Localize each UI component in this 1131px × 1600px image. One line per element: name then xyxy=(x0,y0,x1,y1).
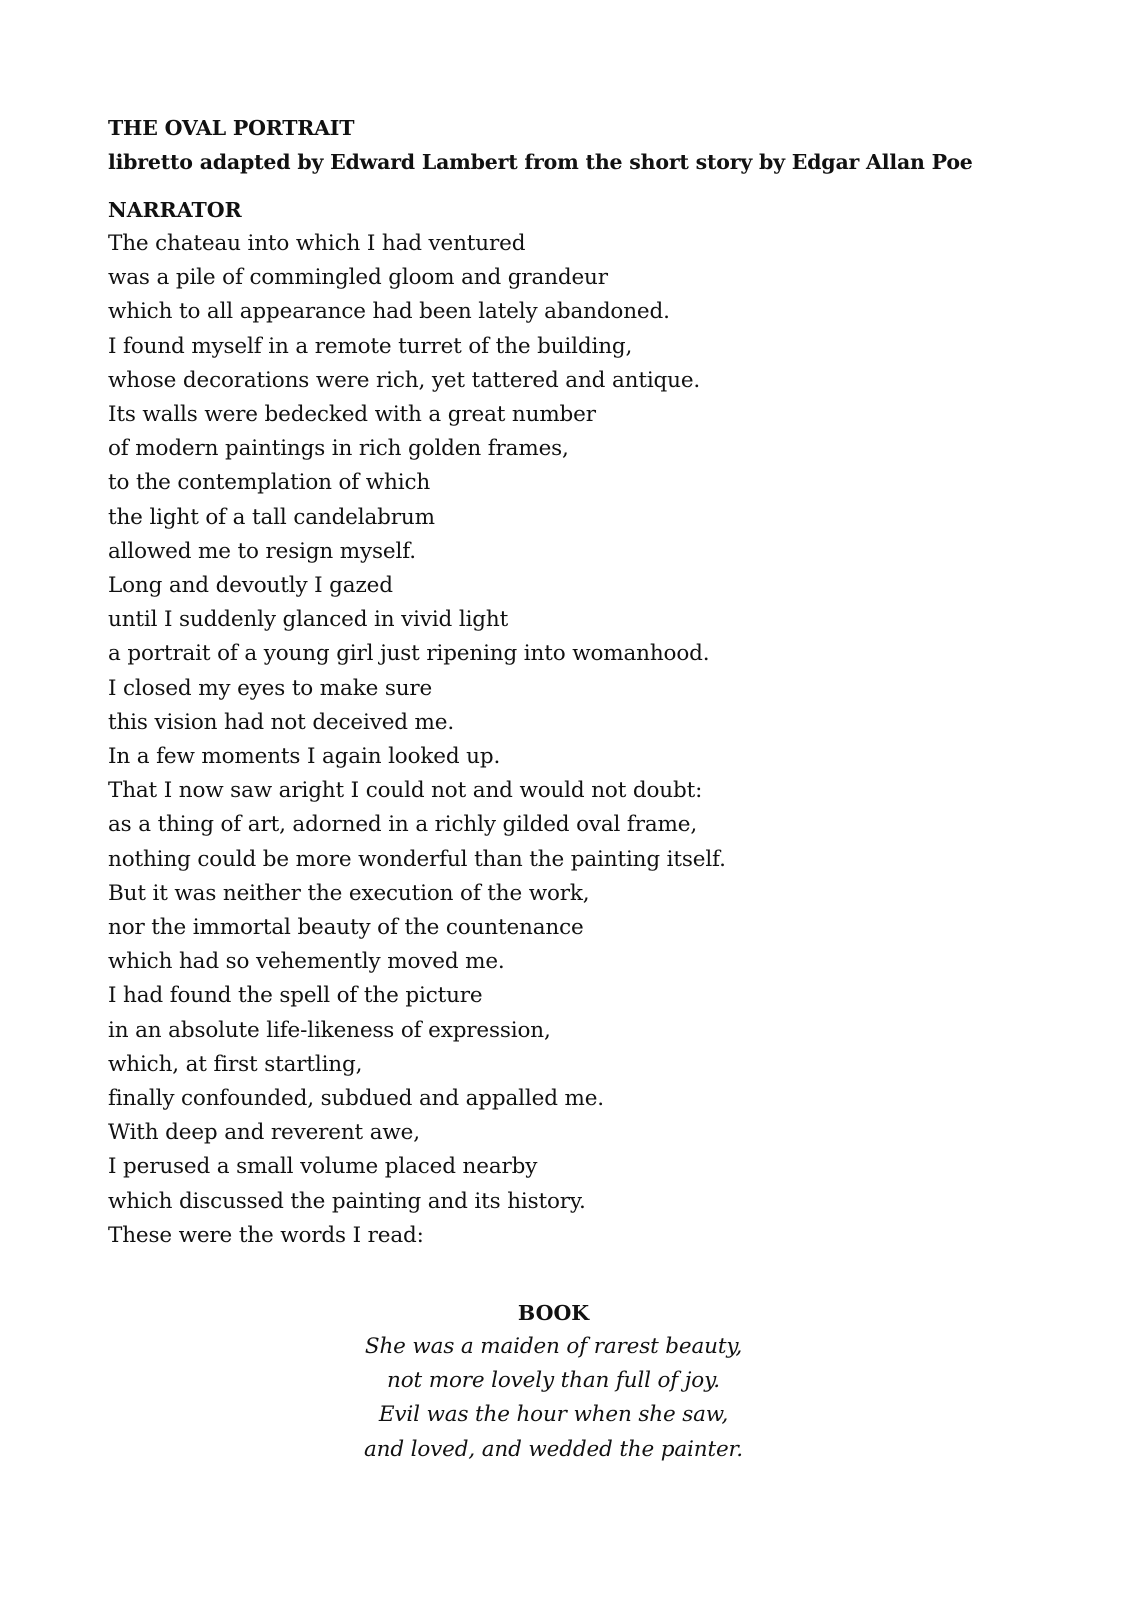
narrator-line: as a thing of art, adorned in a richly gilded oval frame, xyxy=(108,812,698,838)
narrator-line: I had found the spell of the picture xyxy=(108,983,483,1009)
narrator-line: in an absolute life-likeness of expression, xyxy=(108,1017,551,1043)
narrator-line: which to all appearance had been lately abandoned. xyxy=(108,299,670,325)
speaker-book: BOOK xyxy=(517,1301,590,1325)
document-title: THE OVAL PORTRAIT xyxy=(108,116,355,140)
narrator-line: finally confounded, subdued and appalled me. xyxy=(108,1086,604,1112)
narrator-line: But it was neither the execution of the work, xyxy=(108,880,590,906)
narrator-line: nor the immortal beauty of the countenance xyxy=(108,915,584,941)
book-verse xyxy=(0,1330,1119,1467)
narrator-line: I perused a small volume placed nearby xyxy=(108,1154,538,1180)
narrator-line: which had so vehemently moved me. xyxy=(108,949,505,975)
narrator-line: this vision had not deceived me. xyxy=(108,709,455,735)
narrator-line: These were the words I read: xyxy=(108,1222,424,1248)
narrator-line: In a few moments I again looked up. xyxy=(108,744,501,770)
narrator-line: a portrait of a young girl just ripening into womanhood. xyxy=(108,641,710,667)
document-subtitle: libretto adapted by Edward Lambert from the short story by Edgar Allan Poe xyxy=(108,150,973,174)
speaker-narrator: NARRATOR xyxy=(108,198,242,222)
narrator-line: Its walls were bedecked with a great number xyxy=(108,402,596,428)
narrator-line: allowed me to resign myself. xyxy=(108,538,416,564)
narrator-line: was a pile of commingled gloom and grandeur xyxy=(108,265,608,291)
narrator-line: I closed my eyes to make sure xyxy=(108,675,433,701)
narrator-line: which, at first startling, xyxy=(108,1051,363,1077)
narrator-line: which discussed the painting and its history. xyxy=(108,1188,586,1214)
narrator-text xyxy=(108,227,1131,1253)
narrator-line: whose decorations were rich, yet tattered and antique. xyxy=(108,367,701,393)
narrator-line: nothing could be more wonderful than the painting itself. xyxy=(108,846,726,872)
narrator-line: The chateau into which I had ventured xyxy=(108,231,526,256)
narrator-line: That I now saw aright I could not and would not doubt: xyxy=(108,778,703,804)
narrator-line: With deep and reverent awe, xyxy=(108,1120,420,1146)
narrator-line: until I suddenly glanced in vivid light xyxy=(108,607,509,633)
narrator-line: Long and devoutly I gazed xyxy=(108,573,393,599)
title-block xyxy=(108,111,1131,179)
book-section xyxy=(0,1296,1131,1467)
book-line: She was a maiden of rarest beauty, xyxy=(364,1334,743,1359)
narrator-line: to the contemplation of which xyxy=(108,470,431,496)
book-line: and loved, and wedded the painter. xyxy=(364,1436,743,1462)
narrator-line: I found myself in a remote turret of the building, xyxy=(108,333,633,359)
narrator-line: of modern paintings in rich golden frames, xyxy=(108,436,569,462)
book-line: Evil was the hour when she saw, xyxy=(378,1402,729,1428)
book-line: not more lovely than full of joy. xyxy=(387,1368,720,1394)
narrator-line: the light of a tall candelabrum xyxy=(108,504,435,530)
